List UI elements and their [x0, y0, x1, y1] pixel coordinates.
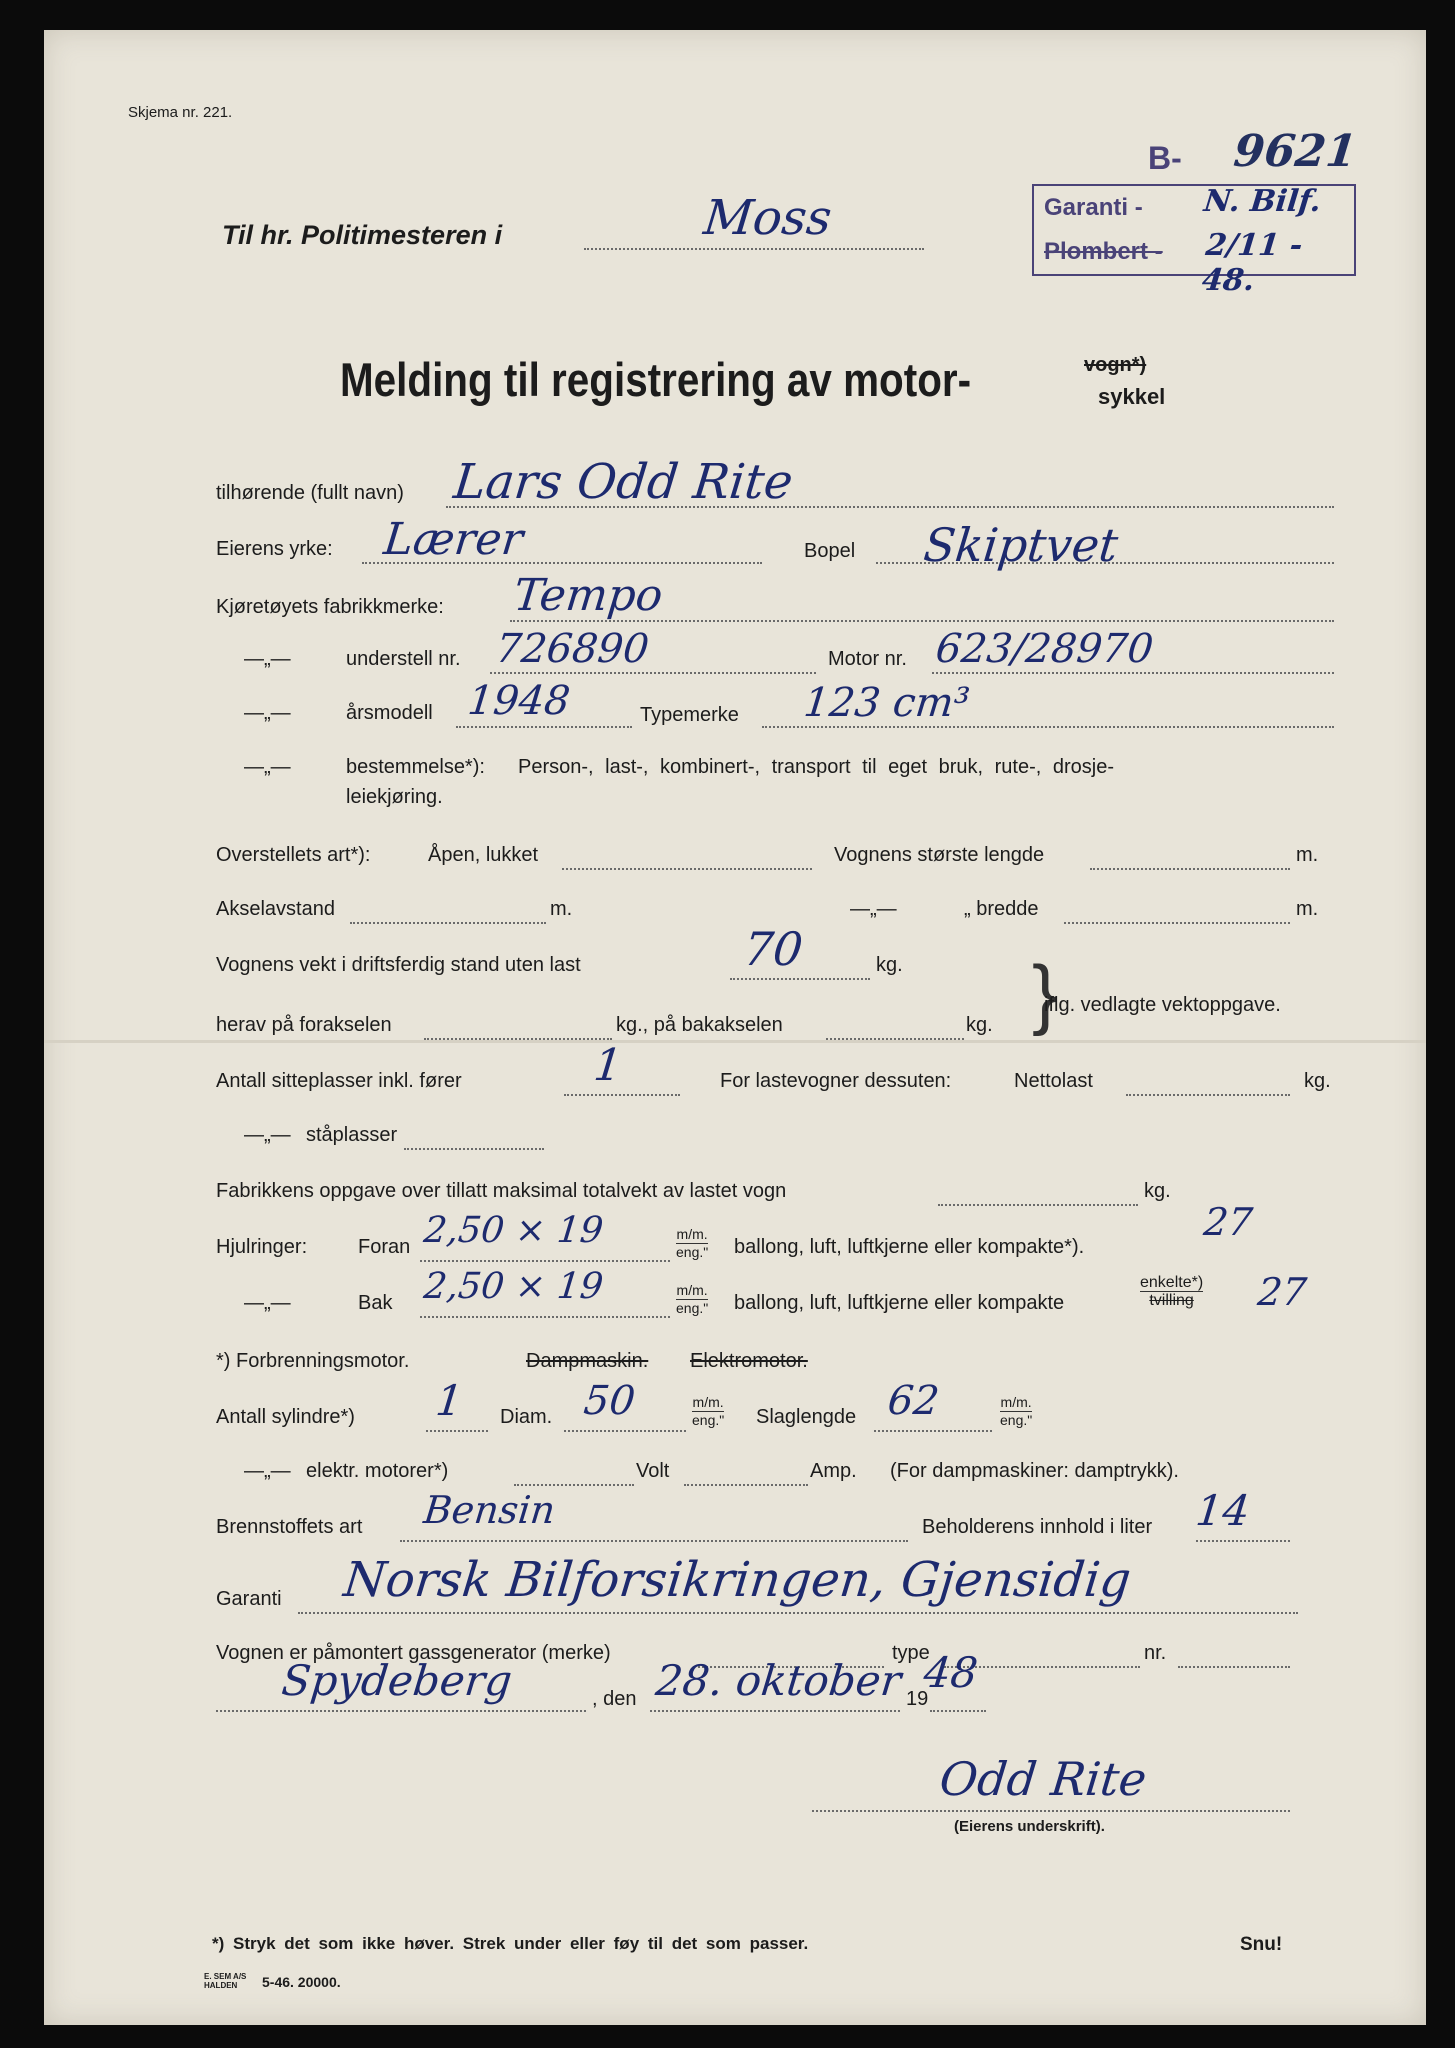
front-value: 2,50 × 19 [421, 1210, 606, 1251]
weight-label: Vognens vekt i driftsferdig stand uten last [216, 954, 581, 976]
electric-option: Elektromotor. [690, 1350, 808, 1372]
type-value: 123 cm³ [801, 680, 972, 726]
fuel-value: Bensin [421, 1488, 558, 1532]
garanti-stamp [1032, 184, 1356, 298]
fold-line [44, 1040, 1426, 1043]
year-value: 1948 [465, 678, 573, 724]
seats-label: Antall sitteplasser inkl. fører [216, 1070, 462, 1092]
brace: } [1032, 949, 1059, 1037]
ditto-4: —„— [850, 898, 897, 920]
rear-label: Bak [358, 1292, 393, 1314]
stamp-number: 9621 [1231, 126, 1360, 177]
stamp-code: B- [1148, 140, 1182, 176]
garanti-label: Garanti - [1044, 194, 1143, 221]
type-label: Typemerke [640, 704, 739, 726]
steam-note: (For dampmaskiner: damptrykk). [890, 1460, 1179, 1482]
length-label: Vognens største lengde [834, 844, 1045, 866]
width-label: „ bredde [964, 898, 1039, 920]
owner-signature: Odd Rite [937, 1752, 1150, 1806]
cyl-label: Antall sylindre*) [216, 1406, 355, 1428]
maxweight-unit: kg. [1144, 1180, 1171, 1202]
ditto-5: —„— [244, 1124, 291, 1146]
turn-over: Snu! [1240, 1934, 1283, 1955]
occupation-label: Eierens yrke: [216, 538, 333, 560]
purpose-label: bestemmelse*): [346, 756, 485, 778]
rear-units: m/m. eng." [676, 1282, 709, 1316]
wheelbase-label: Akselavstand [216, 898, 335, 920]
year-suffix: 48 [921, 1648, 981, 1697]
fuel-label: Brennstoffets art [216, 1516, 363, 1538]
width-unit: m. [1296, 898, 1319, 920]
diam-label: Diam. [500, 1406, 553, 1428]
signature-caption: (Eierens underskrift). [954, 1818, 1105, 1835]
weight-value: 70 [741, 922, 806, 976]
gas-nr-label: nr. [1144, 1642, 1167, 1664]
steam-option: Dampmaskin. [526, 1350, 649, 1372]
netload-unit: kg. [1304, 1070, 1331, 1092]
weight-unit: kg. [876, 954, 903, 976]
date-value: 28. oktober [653, 1656, 904, 1705]
rims-label: Hjulringer: [216, 1236, 308, 1258]
owner-value: Lars Odd Rite [451, 454, 796, 510]
weight-note: iflg. vedlagte vektoppgave. [1044, 994, 1281, 1016]
chassis-label: understell nr. [346, 648, 461, 670]
registration-stamp [1148, 126, 1378, 177]
residence-value: Skiptvet [921, 518, 1121, 572]
ditto-3: —„— [244, 756, 291, 778]
rear-value: 2,50 × 19 [421, 1266, 606, 1307]
cyl-value: 1 [433, 1376, 466, 1425]
print-info: 5-46. 20000. [262, 1974, 341, 1990]
gas-label: Vognen er påmontert gassgenerator (merke) [216, 1642, 611, 1664]
ditto-6: —„— [244, 1292, 291, 1314]
garanti-value: N. Bilf. [1202, 184, 1323, 219]
year-prefix: 19 [906, 1688, 929, 1710]
plombert-value: 2/11 - 48. [1200, 228, 1305, 298]
motor-value: 623/28970 [933, 626, 1156, 672]
front-axle-label: herav på forakselen [216, 1014, 392, 1036]
recipient-label: Til hr. Politimesteren i [222, 220, 503, 250]
chassis-value: 726890 [493, 626, 652, 672]
make-value: Tempo [511, 570, 666, 621]
rear-axle-unit: kg. [966, 1014, 993, 1036]
guarantee-label: Garanti [216, 1588, 282, 1610]
body-options: Åpen, lukket [428, 844, 539, 866]
plombert-label: Plombert - [1044, 238, 1163, 265]
length-unit: m. [1296, 844, 1319, 866]
recipient-value: Moss [701, 190, 835, 246]
title-sykkel: sykkel [1098, 384, 1166, 409]
make-label: Kjøretøyets fabrikkmerke: [216, 596, 444, 618]
owner-label: tilhørende (fullt navn) [216, 482, 404, 504]
purpose-options: Person-, last-, kombinert-, transport til eget bruk, rute-, drosje- [518, 756, 1114, 778]
wheelbase-unit: m. [550, 898, 573, 920]
front-label: Foran [358, 1236, 411, 1258]
tyre-rear-options: ballong, luft, luftkjerne eller kompakte [734, 1292, 1065, 1314]
diam-units: m/m. eng." [692, 1394, 725, 1428]
front-units: m/m. eng." [676, 1226, 709, 1260]
title-vogn: vogn*) [1084, 354, 1147, 376]
form-sheet [44, 30, 1426, 2025]
guarantee-value: Norsk Bilforsikringen, Gjensidig [341, 1552, 1134, 1608]
ditto-1: —„— [244, 648, 291, 670]
occupation-value: Lærer [381, 514, 526, 565]
netload-label: Nettolast [1014, 1070, 1093, 1092]
engine-note: *) Forbrenningsmotor. [216, 1350, 410, 1372]
form-title: Melding til registrering av motor- [340, 353, 972, 406]
rear-axle-label: kg., på bakakselen [616, 1014, 783, 1036]
standing-label: ståplasser [306, 1124, 398, 1146]
tank-value: 14 [1193, 1486, 1253, 1535]
diam-value: 50 [581, 1378, 638, 1424]
elec-label: elektr. motorer*) [306, 1460, 449, 1482]
footer-note: *) Stryk det som ikke høver. Strek under eller føy til det som passer. [212, 1934, 809, 1953]
single-twin: enkelte*) tvilling [1140, 1274, 1204, 1309]
stroke-units: m/m. eng." [1000, 1394, 1033, 1428]
tyre-front-options: ballong, luft, luftkjerne eller kompakte*). [734, 1236, 1085, 1258]
ditto-2: —„— [244, 702, 291, 724]
truck-label: For lastevogner dessuten: [720, 1070, 952, 1092]
stroke-label: Slaglengde [756, 1406, 857, 1428]
body-label: Overstellets art*): [216, 844, 371, 866]
maxweight-label: Fabrikkens oppgave over tillatt maksimal totalvekt av lastet vogn [216, 1180, 787, 1202]
ditto-7: —„— [244, 1460, 291, 1482]
stroke-value: 62 [885, 1378, 942, 1424]
motor-label: Motor nr. [828, 648, 907, 670]
place-value: Spydeberg [279, 1656, 515, 1705]
tyre-rear-value: 27 [1255, 1270, 1309, 1314]
seats-value: 1 [591, 1040, 625, 1091]
volt-label: Volt [636, 1460, 670, 1482]
schema-number: Skjema nr. 221. [128, 104, 233, 121]
tyre-front-value: 27 [1201, 1200, 1255, 1244]
year-label: årsmodell [346, 702, 433, 724]
gas-type-label: type [892, 1642, 930, 1664]
tank-label: Beholderens innhold i liter [922, 1516, 1153, 1538]
amp-label: Amp. [810, 1460, 857, 1482]
residence-label: Bopel [804, 540, 856, 562]
date-den: , den [592, 1688, 637, 1710]
purpose-options-2: leiekjøring. [346, 786, 443, 808]
printer-name: E. SEM A/S HALDEN [204, 1972, 247, 1990]
